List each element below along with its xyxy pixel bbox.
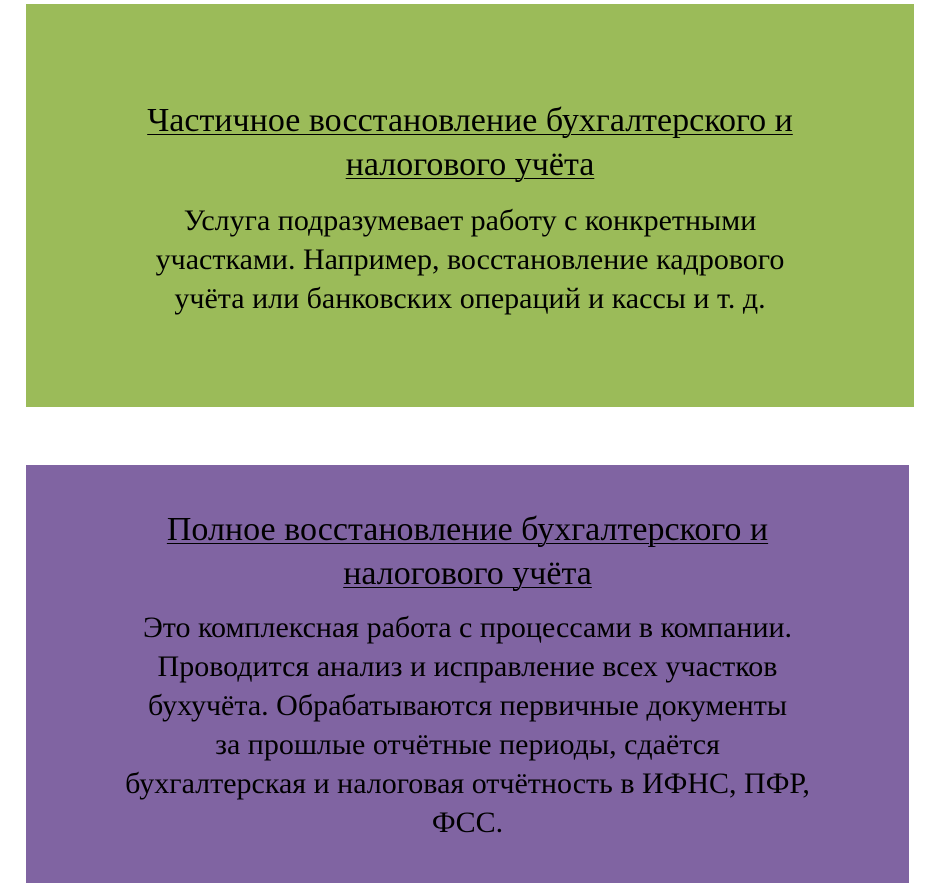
partial-restoration-title: Частичное восстановление бухгалтерского и налогового учёта bbox=[147, 102, 793, 183]
partial-restoration-card bbox=[26, 4, 914, 407]
full-restoration-card bbox=[26, 465, 909, 883]
full-restoration-description: Это комплексная работа с процессами в компании. Проводится анализ и исправление всех участков бухучёта. Обрабатываются первичные документы за прошлые отчётные периоды, сдаётся бухгалтерская и налоговая отчётность в ИФНС, ПФР, ФСС. bbox=[125, 611, 810, 839]
full-restoration-title: Полное восстановление бухгалтерского и налогового учёта bbox=[166, 511, 769, 592]
partial-restoration-description: Услуга подразумевает работу с конкретными участками. Например, восстановление кадрового учёта или банковских операций и кассы и т. д. bbox=[155, 204, 785, 315]
